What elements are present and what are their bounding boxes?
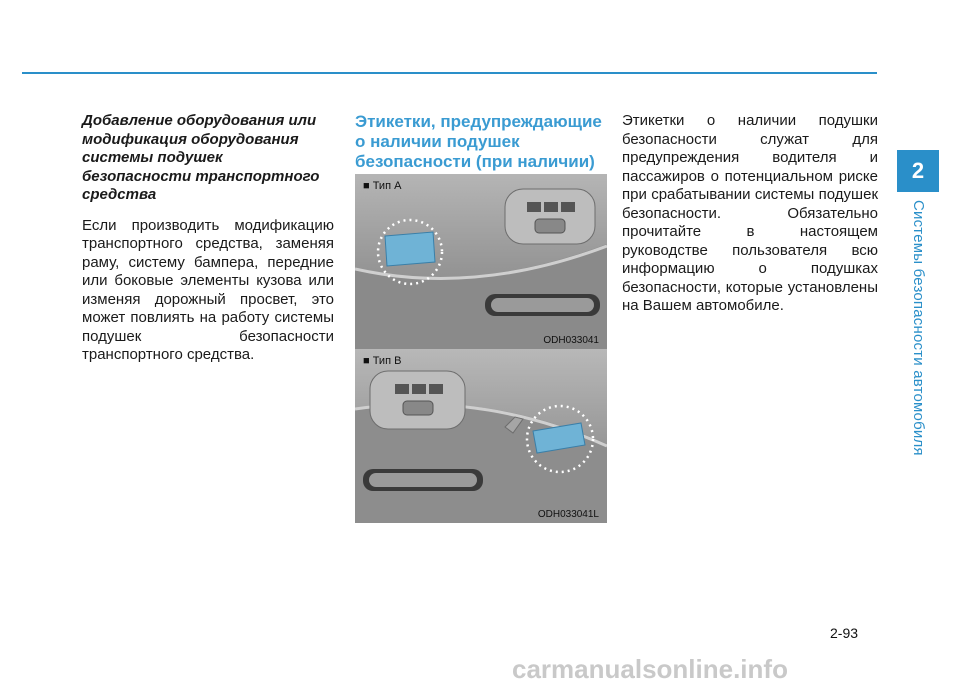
figure-type-b [355, 349, 607, 523]
watermark: carmanualsonline.info [512, 654, 788, 684]
figure-b-code: ODH033041L [537, 509, 599, 520]
right-column [622, 112, 878, 316]
figure-type-a [355, 174, 607, 349]
left-body: Если производить модификацию транспортного средства, заменяя раму, систему бампера, передние или боковые элементы кузова или изменяя дорожный просвет, это может повлиять на работу системы подушек безопасности транспортного средства. [82, 216, 334, 363]
left-column [82, 112, 334, 365]
ceiling-illustration-b [355, 349, 607, 523]
figure-b-label: ■ Тип B [363, 355, 402, 367]
left-heading: Добавление оборудования или модификация оборудования системы подушек безопасности транспортного средства [82, 112, 320, 203]
ceiling-illustration-a [355, 174, 607, 349]
middle-heading: Этикетки, предупреждающие о наличии подушек безопасности (при наличии) [355, 112, 602, 171]
middle-column [355, 112, 607, 172]
top-rule [22, 72, 877, 74]
page-number: 2-93 [830, 625, 859, 641]
right-body: Этикетки о наличии подушки безопасности служат для предупреждения водителя и пассажиров о потенциальном риске при срабатывании системы подушек безопасности. Обязательно прочитайте в настоящем руководстве пользователя всю информацию о подушках безопасности, которые установлены на Вашем автомобиле. [622, 112, 878, 314]
chapter-badge: 2 [897, 150, 939, 192]
figure-a-code: ODH033041 [543, 335, 599, 346]
figure-a-label: ■ Тип A [363, 180, 402, 192]
chapter-title: Системы безопасности автомобиля [910, 200, 927, 456]
